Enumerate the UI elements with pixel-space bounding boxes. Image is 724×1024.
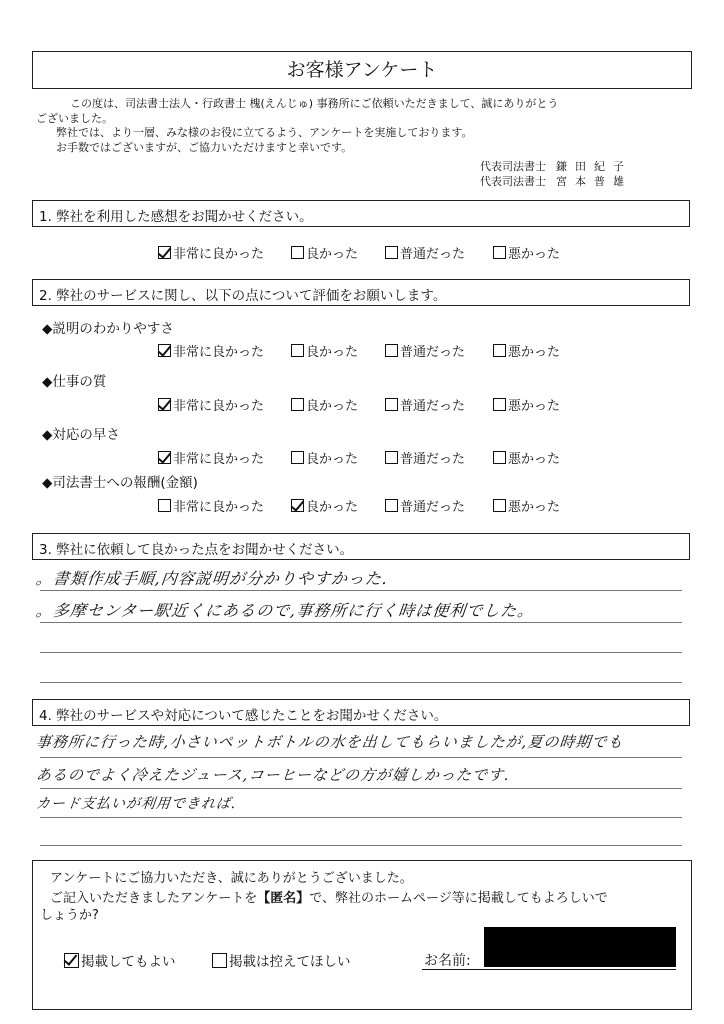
- signature-2: [480, 175, 690, 189]
- name-underline: [422, 969, 676, 970]
- option-label: 非常に良かった: [173, 452, 265, 467]
- option-label: 非常に良かった: [173, 500, 265, 515]
- rating-row-overall: [0, 243, 724, 261]
- checkbox-good[interactable]: [291, 246, 304, 259]
- criterion-label: ◆説明のわかりやすさ: [42, 321, 174, 337]
- intro-line-4: お手数ではございますが、ご協力いただけますと幸いです。: [56, 140, 353, 154]
- criterion-label: ◆対応の早さ: [42, 427, 120, 443]
- checkbox-consent-yes[interactable]: [64, 953, 79, 968]
- answer-line: [40, 622, 682, 623]
- footer-question-end: しょうか?: [40, 908, 99, 923]
- option-label: 非常に良かった: [173, 247, 265, 262]
- checkbox-very-good[interactable]: [158, 451, 171, 464]
- answer-line: [40, 788, 682, 789]
- checkbox-bad[interactable]: [493, 451, 506, 464]
- rating-row-speed: [0, 448, 724, 466]
- section-2-title: 2. 弊社のサービスに関し、以下の点について評価をお願いします。: [39, 288, 447, 304]
- consent-no-label: 掲載は控えてほしい: [229, 954, 351, 970]
- answer-line: [40, 682, 682, 683]
- checkbox-average[interactable]: [385, 398, 398, 411]
- page-title: お客様アンケート: [286, 59, 438, 81]
- checkbox-good[interactable]: [291, 499, 304, 512]
- checkbox-very-good[interactable]: [158, 344, 171, 357]
- option-label: 良かった: [306, 345, 359, 360]
- section-2-header: [32, 279, 690, 306]
- handwritten-answer: カード支払いが利用できれば.: [35, 796, 238, 812]
- checkbox-good[interactable]: [291, 344, 304, 357]
- option-label: 普通だった: [400, 399, 466, 414]
- option-label: 良かった: [306, 399, 359, 414]
- footer-question-c: で、弊社のホームページ等に掲載してもよろしいで: [309, 891, 608, 906]
- footer-question: [50, 889, 680, 908]
- signature-name: 宮本普雄: [556, 175, 632, 188]
- checkbox-very-good[interactable]: [158, 398, 171, 411]
- criterion-label: ◆司法書士への報酬(金額): [42, 475, 198, 491]
- option-label: 普通だった: [400, 345, 466, 360]
- option-label: 普通だった: [400, 500, 466, 515]
- section-4-title: 4. 弊社のサービスや対応について感じたことをお聞かせください。: [39, 708, 448, 724]
- intro-text: [36, 97, 680, 155]
- answer-line: [40, 817, 682, 818]
- checkbox-average[interactable]: [385, 451, 398, 464]
- checkbox-average[interactable]: [385, 246, 398, 259]
- rating-row-fees: [0, 496, 724, 514]
- option-label: 悪かった: [508, 399, 561, 414]
- rating-row-clarity: [0, 341, 724, 359]
- answer-line: [40, 652, 682, 653]
- option-label: 良かった: [306, 452, 359, 467]
- checkbox-good[interactable]: [291, 451, 304, 464]
- checkbox-very-good[interactable]: [158, 499, 171, 512]
- signature-name: 鎌田紀子: [556, 160, 632, 173]
- checkbox-bad[interactable]: [493, 344, 506, 357]
- option-label: 非常に良かった: [173, 399, 265, 414]
- section-3-title: 3. 弊社に依頼して良かった点をお聞かせください。: [39, 542, 354, 558]
- checkbox-good[interactable]: [291, 398, 304, 411]
- option-label: 悪かった: [508, 452, 561, 467]
- section-1-header: [32, 200, 690, 227]
- intro-line-2: ございました。: [36, 111, 113, 125]
- option-label: 非常に良かった: [173, 345, 265, 360]
- name-redaction: [484, 927, 676, 967]
- anonymous-label: 【匿名】: [257, 891, 310, 906]
- checkbox-bad[interactable]: [493, 499, 506, 512]
- option-label: 普通だった: [400, 452, 466, 467]
- title-box: [32, 51, 692, 89]
- handwritten-answer: 。書類作成手順,内容説明が分かりやすかった.: [34, 569, 390, 588]
- signature-role: 代表司法書士: [480, 160, 546, 173]
- section-3-header: [32, 533, 690, 560]
- intro-line-3: 弊社では、より一層、みな様のお役に立てるよう、アンケートを実施しております。: [56, 126, 473, 139]
- option-label: 良かった: [306, 500, 359, 515]
- signature-1: [480, 160, 690, 174]
- handwritten-answer: 。多摩センター駅近くにあるので,事務所に行く時は便利でした。: [34, 601, 536, 620]
- checkbox-very-good[interactable]: [158, 246, 171, 259]
- checkbox-bad[interactable]: [493, 398, 506, 411]
- option-label: 普通だった: [400, 247, 466, 262]
- name-label: お名前:: [424, 953, 471, 969]
- handwritten-answer: 事務所に行った時,小さいペットボトルの水を出してもらいましたが,夏の時期でも: [35, 733, 625, 751]
- option-label: 悪かった: [508, 500, 561, 515]
- consent-yes-label: 掲載してもよい: [81, 954, 176, 970]
- option-label: 良かった: [306, 247, 359, 262]
- section-1-title: 1. 弊社を利用した感想をお聞かせください。: [39, 209, 313, 225]
- checkbox-bad[interactable]: [493, 246, 506, 259]
- checkbox-average[interactable]: [385, 499, 398, 512]
- footer-question-a: ご記入いただきましたアンケートを: [50, 891, 258, 906]
- signature-role: 代表司法書士: [480, 175, 546, 188]
- checkbox-average[interactable]: [385, 344, 398, 357]
- footer-thanks: アンケートにご協力いただき、誠にありがとうございました。: [50, 871, 413, 886]
- answer-line: [40, 590, 682, 591]
- answer-line: [40, 845, 682, 846]
- handwritten-answer: あるのでよく冷えたジュース,コーヒーなどの方が嬉しかったです.: [35, 766, 511, 784]
- criterion-label: ◆仕事の質: [42, 374, 107, 390]
- section-4-header: [32, 699, 690, 726]
- answer-line: [40, 757, 682, 758]
- rating-row-quality: [0, 395, 724, 413]
- option-label: 悪かった: [508, 345, 561, 360]
- checkbox-consent-no[interactable]: [212, 953, 227, 968]
- intro-line-1: この度は、司法書士法人・行政書士 槐(えんじゅ) 事務所にご依頼いただきまして、誠にありがとう: [70, 97, 559, 110]
- option-label: 悪かった: [508, 247, 561, 262]
